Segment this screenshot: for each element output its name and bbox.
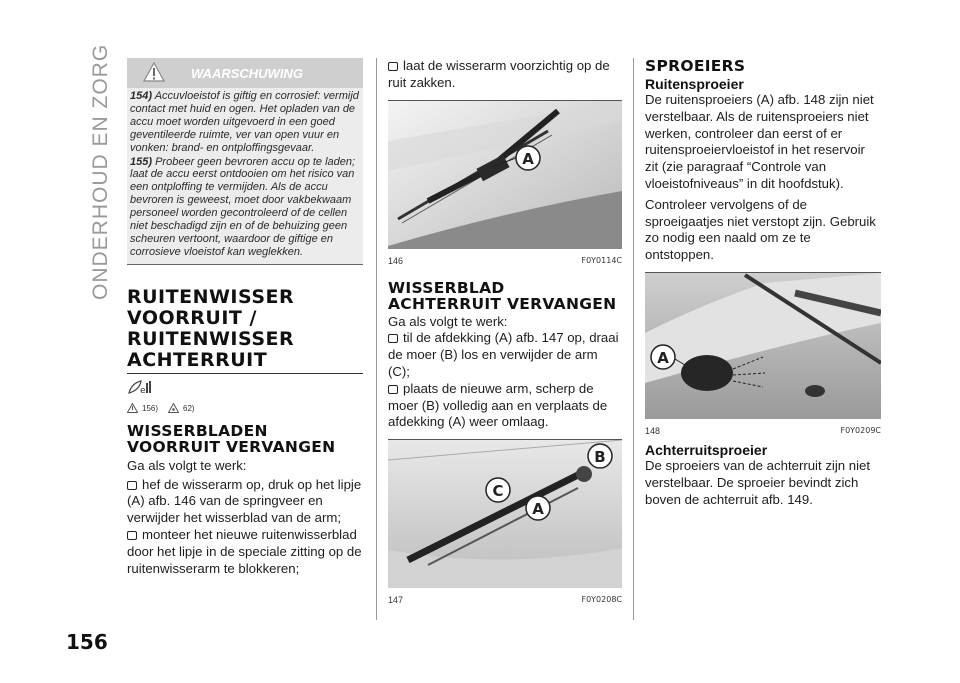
warning-body <box>127 88 363 265</box>
column-divider <box>633 58 634 620</box>
step-text: hef de wisserarm op, druk op het lipje (A) afb. 146 van de springveer en verwijder het wisserblad van de arm; <box>127 476 362 526</box>
step-text: monteer het nieuwe ruitenwisserblad door het lipje in de speciale zitting op de ruitenwisserarm te blokkeren; <box>127 526 362 576</box>
callout-label: A <box>522 149 534 168</box>
warning-item-number: 154) <box>130 90 153 102</box>
figure-caption <box>388 595 622 605</box>
caution-ref: 62) <box>183 403 195 413</box>
achterruit-step <box>388 330 622 380</box>
chapter-side-title: ONDERHOUD EN ZORG <box>89 43 112 300</box>
section-title: RUITENWISSER VOORRUIT / RUITENWISSER ACHTERRUIT <box>127 285 295 371</box>
step-text: laat de wisserarm voorzichtig op de ruit zakken. <box>388 58 610 90</box>
callout-label: C <box>492 482 504 501</box>
achterruit-intro: Ga als volgt te werk: <box>388 313 508 329</box>
callout-label: A <box>657 348 669 367</box>
figure-148 <box>645 272 881 436</box>
windshield-wiper-illustration <box>388 101 622 249</box>
column-left <box>127 58 363 577</box>
warning-item-number: 155) <box>130 155 153 168</box>
achterruit-step <box>388 381 622 431</box>
figure-caption <box>645 426 881 436</box>
figure-146 <box>388 100 622 266</box>
figure-code: F0Y0208C <box>581 595 622 605</box>
warning-item <box>130 156 360 259</box>
warning-item-text: Probeer geen bevroren accu op te laden; laat de accu eerst ontdooien om het risico van een ontploffing te vermijden. Als de accu bevroren is geweest, moet door vakbekwaam personeel worden gecontroleerd of de cellen niet beschadigd zijn en of de behuizing geen scheuren vertoont, waardoor de giftige en corrosieve vloeistof kan weglekken. <box>130 155 356 258</box>
washer-nozzle-illustration <box>645 273 881 419</box>
column-middle <box>388 58 622 605</box>
rear-wiper-illustration <box>388 440 622 588</box>
svg-text:e: e <box>140 385 146 395</box>
bullet-icon <box>388 385 398 394</box>
callout-label: A <box>532 500 544 519</box>
warning-item <box>130 90 360 155</box>
wisserbladen-title: WISSERBLADEN VOORRUIT VERVANGEN <box>127 421 336 456</box>
page-number: 156 <box>66 630 108 654</box>
figure-caption <box>388 256 622 266</box>
bullet-icon <box>388 334 398 343</box>
warning-title: WAARSCHUWING <box>191 65 303 81</box>
figure-code: F0Y0209C <box>840 425 881 435</box>
reference-icons <box>127 403 363 413</box>
warning-triangle-icon <box>143 62 165 82</box>
warning-box <box>127 58 363 265</box>
column-right <box>645 58 881 508</box>
wiper-step-lower <box>388 58 622 92</box>
ruitensproeier-heading: Ruitensproeier <box>645 76 744 92</box>
figure-number: 148 <box>645 425 661 436</box>
callout-label: B <box>594 448 606 467</box>
warning-header <box>127 58 363 88</box>
warning-ref: 156) <box>142 403 159 413</box>
section-icons <box>127 379 363 413</box>
achterruitsproeier-paragraph: De sproeiers van de achterruit zijn niet verstelbaar. De sproeier bevindt zich boven de achterruit afb. 149. <box>645 457 871 507</box>
bullet-icon <box>388 62 398 71</box>
step-text: plaats de nieuwe arm, scherp de moer (B) volledig aan en verplaats de afdekking (A) weer omlaag. <box>388 380 608 430</box>
section-rule <box>127 373 363 374</box>
figure-number: 146 <box>388 255 404 266</box>
achterruit-title: WISSERBLAD ACHTERRUIT VERVANGEN <box>388 278 617 313</box>
eco-leaf-icon <box>127 379 153 395</box>
ruitensproeier-paragraph: De ruitensproeiers (A) afb. 148 zijn niet verstelbaar. Als de ruitensproeiers niet werken, controleer dan eerst of er ruitensproeiervloeistof in het reservoir zit (zie paragraaf “Controle van vloeistofniveaus” in dit hoofdstuk). <box>645 92 874 191</box>
achterruitsproeier-heading: Achterruitsproeier <box>645 441 768 458</box>
warning-small-icon <box>127 403 138 413</box>
figure-code: F0Y0114C <box>581 255 622 265</box>
warning-item-text: Accuvloeistof is giftig en corrosief: vermijd contact met huid en ogen. Het opladen van de accu moet worden uitgevoerd in een goed geventileerde ruimte, ver van open vuur en vonken: brand- en ontploffingsgevaar. <box>130 90 359 154</box>
bullet-icon <box>127 531 137 540</box>
step-text: til de afdekking (A) afb. 147 op, draai de moer (B) los en verwijder de arm (C); <box>388 330 619 379</box>
wisserbladen-step <box>127 477 363 527</box>
wisserbladen-intro: Ga als volgt te werk: <box>127 457 247 473</box>
wisserbladen-step <box>127 527 363 577</box>
column-divider <box>376 58 377 620</box>
figure-147 <box>388 439 622 605</box>
caution-small-icon <box>168 403 179 413</box>
sproeiers-title: SPROEIERS <box>645 57 746 75</box>
figure-number: 147 <box>388 595 404 606</box>
bullet-icon <box>127 481 137 490</box>
ruitensproeier-paragraph-2: Controleer vervolgens of de sproeigaatjes niet verstopt zijn. Gebruik zo nodig een naald om ze te ontstoppen. <box>645 196 876 263</box>
